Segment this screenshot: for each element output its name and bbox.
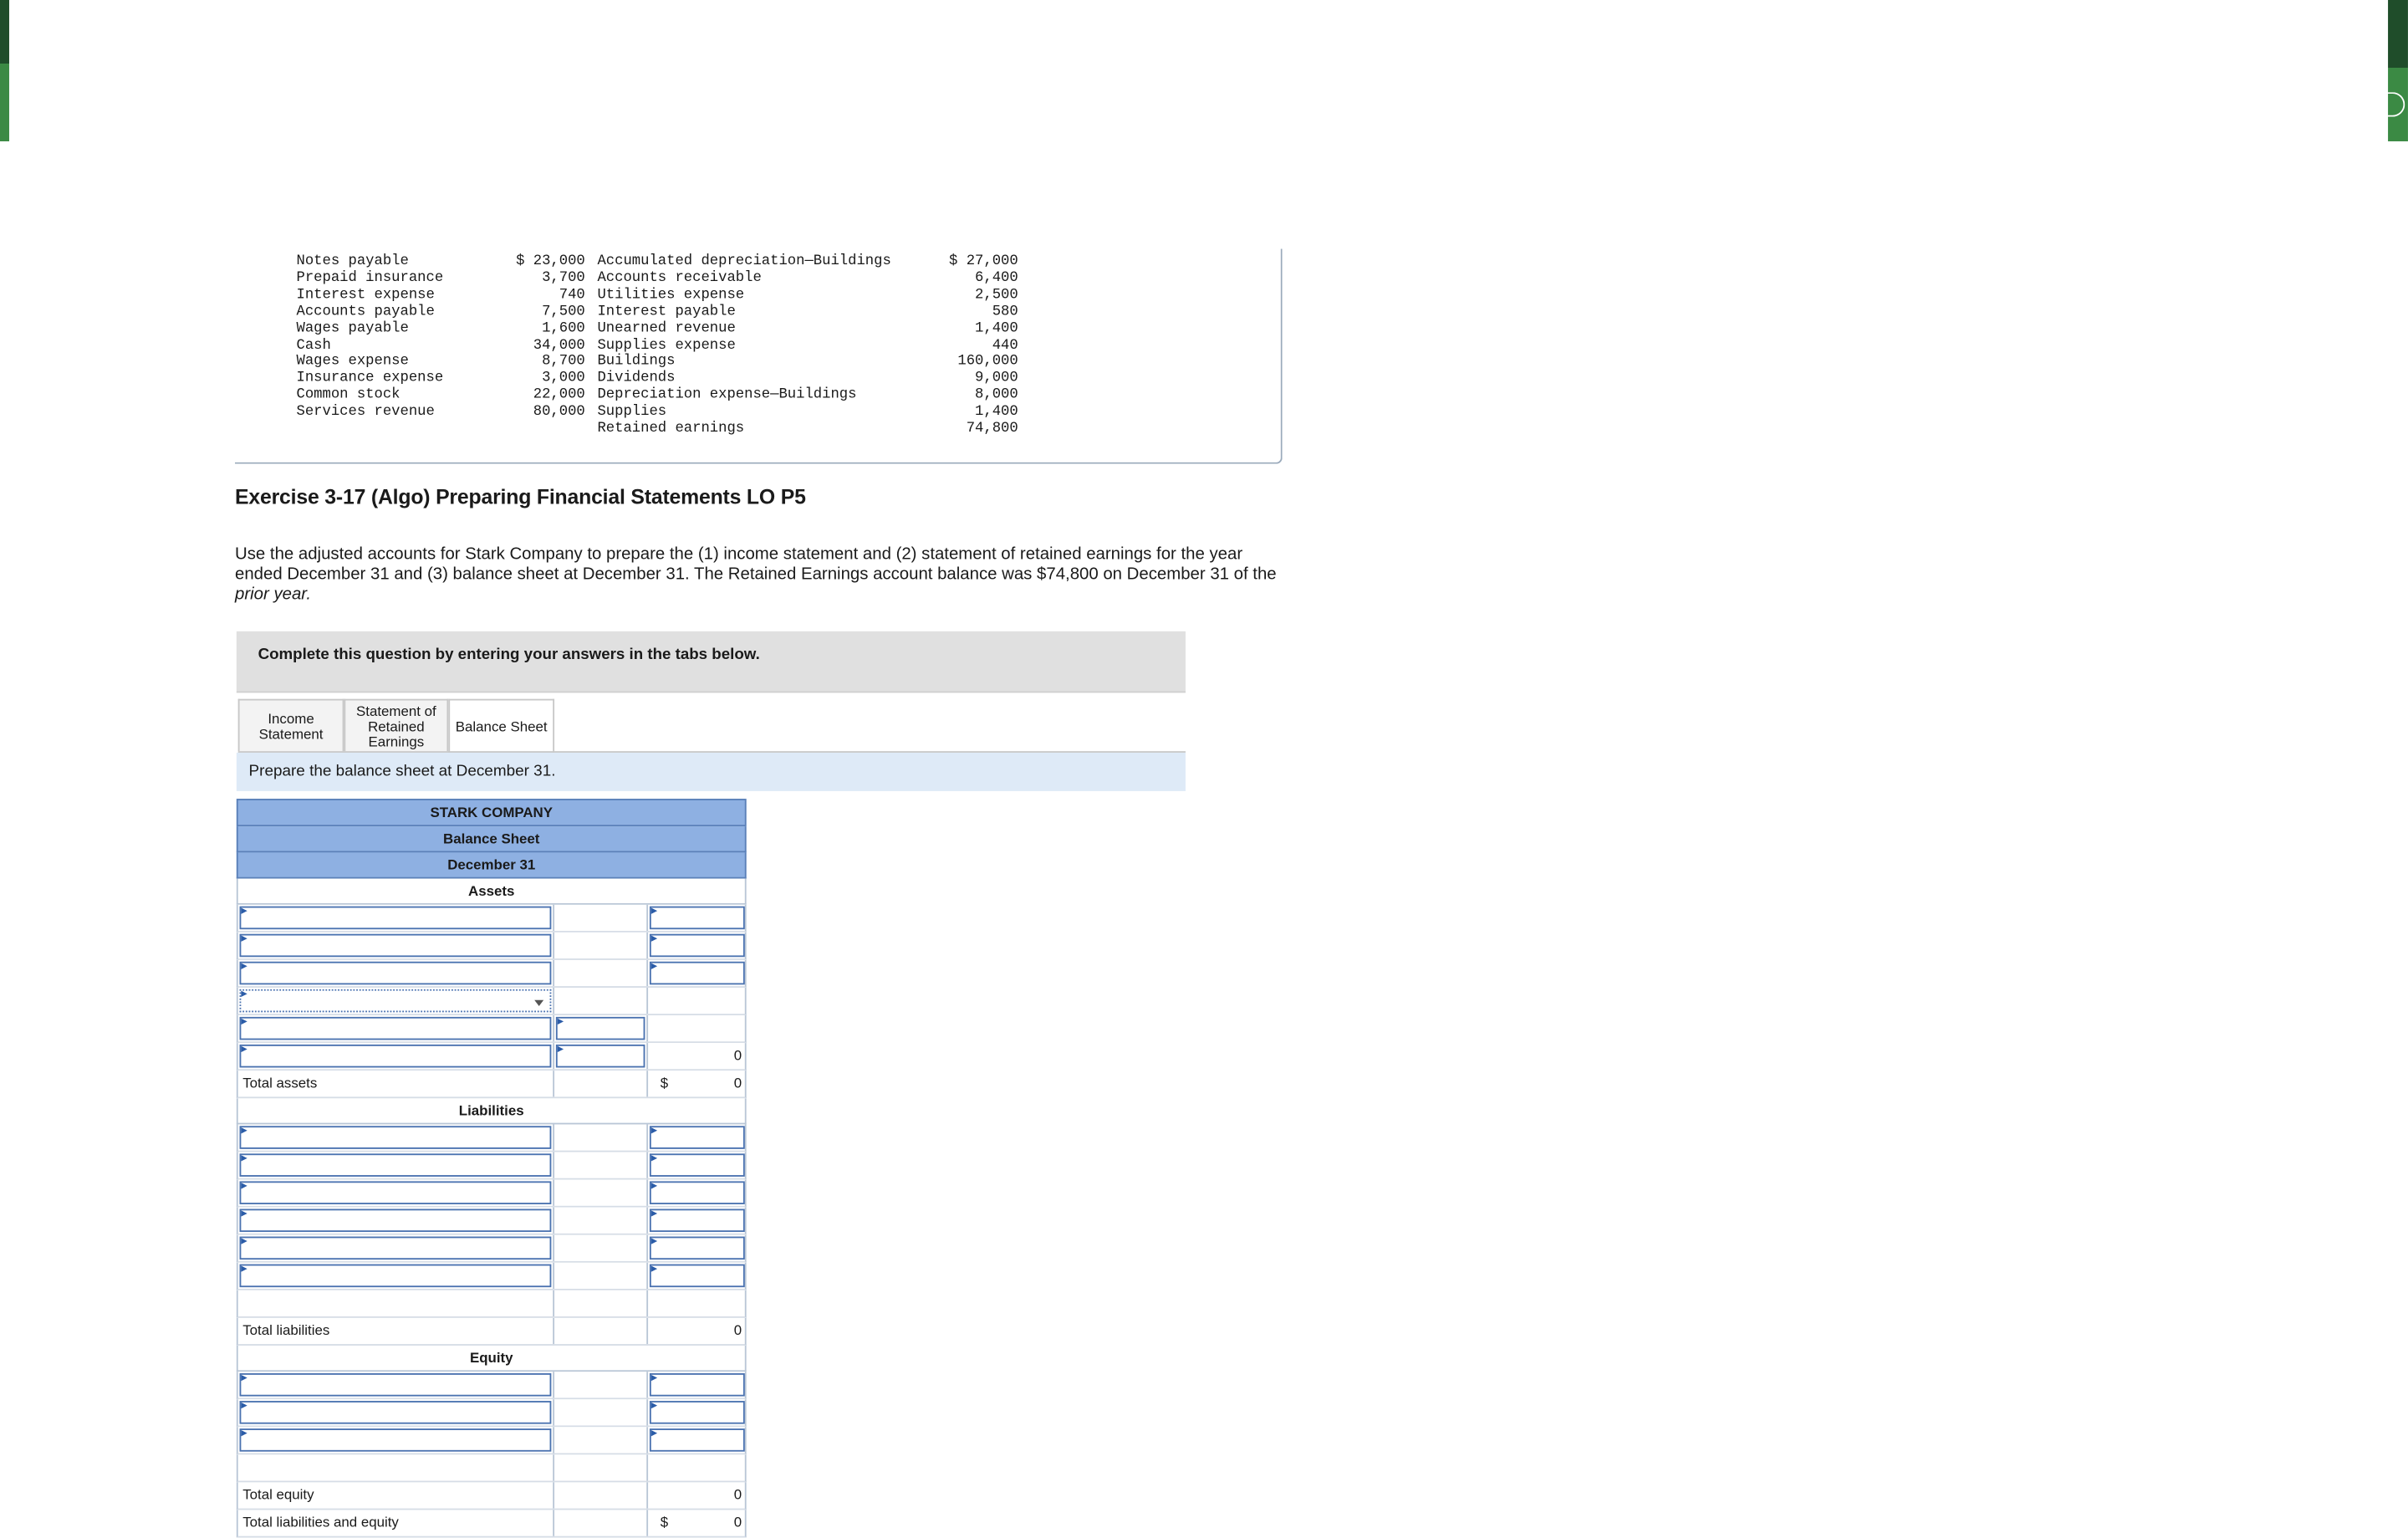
account-name: Accounts receivable (597, 268, 762, 286)
equity-amount-input[interactable] (650, 1401, 745, 1424)
currency-sign: $ (660, 1075, 669, 1091)
liability-account-input[interactable] (240, 1208, 552, 1232)
liability-row (237, 1124, 747, 1152)
asset-account-select[interactable] (240, 989, 552, 1013)
account-amount: $ 27,000 (949, 252, 1018, 269)
asset-amount-input[interactable] (650, 907, 745, 930)
account-amount: 160,000 (957, 352, 1018, 370)
tab-prompt (237, 753, 1186, 791)
top-bar (0, 0, 2408, 154)
statement-name: Balance Sheet (237, 826, 747, 852)
account-name: Buildings (597, 352, 676, 370)
account-amount: 440 (992, 335, 1018, 353)
assets-heading: Assets (237, 879, 747, 905)
equity-row (237, 1427, 747, 1454)
statement-date: December 31 (237, 852, 747, 878)
liability-amount-input[interactable] (650, 1126, 745, 1149)
account-amount: 1,400 (975, 319, 1018, 336)
liability-account-input[interactable] (240, 1181, 552, 1204)
account-name: Retained earnings (597, 419, 745, 437)
account-amount: 2,500 (975, 285, 1018, 303)
total-equity-row (237, 1482, 747, 1510)
balance-sheet-form (237, 799, 747, 1537)
exercise-instructions (235, 545, 1279, 606)
account-name: Notes payable (296, 252, 409, 269)
liability-amount-input[interactable] (650, 1265, 745, 1288)
account-name: Prepaid insurance (296, 268, 444, 286)
spacer-row (237, 1290, 747, 1318)
liability-account-input[interactable] (240, 1237, 552, 1260)
asset-contra-amount-input[interactable] (556, 1017, 645, 1040)
liability-account-input[interactable] (240, 1153, 552, 1177)
account-row (296, 287, 1018, 304)
account-name: Dividends (597, 369, 676, 386)
asset-account-input[interactable] (240, 1045, 552, 1068)
asset-row (237, 933, 747, 960)
account-name: Cash (296, 335, 331, 353)
adjusted-accounts-panel (235, 249, 1283, 464)
account-amount: 1,400 (975, 402, 1018, 420)
total-liabilities-value: 0 (733, 1322, 742, 1338)
account-row (296, 304, 1018, 320)
account-name: Utilities expense (597, 285, 745, 303)
left-edge-strip (0, 0, 9, 141)
account-amount: 9,000 (975, 369, 1018, 386)
account-row (296, 421, 1018, 437)
asset-row (237, 988, 747, 1015)
account-name: Interest expense (296, 285, 435, 303)
total-assets-row (237, 1070, 747, 1098)
tab-label: Statement of Retained Earnings (356, 703, 436, 749)
asset-amount-input[interactable] (650, 962, 745, 985)
asset-account-input[interactable] (240, 934, 552, 958)
asset-net-value: 0 (733, 1047, 742, 1063)
total-liabilities-equity-label: Total liabilities and equity (242, 1514, 399, 1530)
account-name: Services revenue (296, 402, 435, 420)
account-name (296, 421, 450, 437)
chevron-down-icon (534, 1000, 543, 1006)
account-amount: 74,800 (966, 419, 1018, 437)
equity-row (237, 1399, 747, 1427)
account-amount: 80,000 (533, 402, 585, 420)
account-name: Unearned revenue (597, 319, 736, 336)
liability-row (237, 1235, 747, 1263)
liability-amount-input[interactable] (650, 1153, 745, 1177)
account-name: Depreciation expense—Buildings (597, 386, 857, 403)
account-row (296, 337, 1018, 354)
equity-heading: Equity (237, 1346, 747, 1372)
asset-row (237, 1015, 747, 1043)
account-amount: 3,000 (542, 369, 585, 386)
company-name: STARK COMPANY (237, 799, 747, 826)
tab-balance-sheet[interactable] (448, 699, 554, 753)
total-equity-value: 0 (733, 1486, 742, 1503)
asset-account-input[interactable] (240, 1017, 552, 1040)
equity-account-input[interactable] (240, 1401, 552, 1424)
equity-account-input[interactable] (240, 1373, 552, 1397)
total-liabilities-label: Total liabilities (242, 1322, 330, 1338)
account-row (296, 320, 1018, 337)
liabilities-heading: Liabilities (237, 1098, 747, 1124)
total-liabilities-equity-row (237, 1510, 747, 1537)
total-equity-label: Total equity (242, 1486, 314, 1503)
tab-label: Income Statement (258, 710, 324, 742)
asset-account-input[interactable] (240, 962, 552, 985)
account-amount: 6,400 (975, 268, 1018, 286)
equity-row (237, 1372, 747, 1399)
account-row (296, 253, 1018, 270)
equity-amount-input[interactable] (650, 1428, 745, 1452)
total-liabilities-equity-value: 0 (733, 1514, 742, 1530)
instructions-italic: prior year. (235, 585, 311, 605)
spacer-row (237, 1454, 747, 1482)
expand-icon[interactable] (2384, 92, 2405, 116)
liability-amount-input[interactable] (650, 1208, 745, 1232)
account-row (296, 387, 1018, 404)
account-name: Supplies (597, 402, 667, 420)
right-edge-strip (2388, 0, 2408, 141)
liability-account-input[interactable] (240, 1265, 552, 1288)
account-row (296, 370, 1018, 387)
tab-label: Balance Sheet (455, 718, 548, 734)
equity-amount-input[interactable] (650, 1373, 745, 1397)
account-amount (450, 421, 597, 437)
total-assets-label: Total assets (242, 1075, 318, 1091)
asset-contra-amount-input[interactable] (556, 1045, 645, 1068)
account-amount: 580 (992, 302, 1018, 319)
tab-income-statement[interactable] (238, 699, 344, 751)
asset-account-input[interactable] (240, 907, 552, 930)
account-amount: 740 (559, 285, 585, 303)
account-amount: 3,700 (542, 268, 585, 286)
adjusted-accounts-table (296, 253, 1018, 437)
account-amount: 22,000 (533, 386, 585, 403)
complete-question-banner (237, 631, 1186, 692)
account-amount: $ 23,000 (516, 252, 585, 269)
liability-row (237, 1152, 747, 1180)
account-row (296, 270, 1018, 287)
account-name: Accounts payable (296, 302, 435, 319)
asset-row (237, 1043, 747, 1070)
account-row (296, 404, 1018, 421)
answer-tabs (238, 699, 554, 753)
instructions-text: Use the adjusted accounts for Stark Company to prepare the (1) income statement and (2) statement of retained earnings for the year ended December 31 and (3) balance sheet at December 31. The Retained Earnings account balance was $74,800 on December 31 of the (235, 545, 1277, 585)
account-name: Insurance expense (296, 369, 444, 386)
account-amount: 1,600 (542, 319, 585, 336)
account-amount: 34,000 (533, 335, 585, 353)
equity-account-input[interactable] (240, 1428, 552, 1452)
liability-row (237, 1263, 747, 1290)
account-name: Wages expense (296, 352, 409, 370)
total-assets-value: 0 (733, 1075, 742, 1091)
account-amount: 8,700 (542, 352, 585, 370)
liability-amount-input[interactable] (650, 1237, 745, 1260)
tab-retained-earnings[interactable] (344, 699, 448, 751)
prompt-text: Prepare the balance sheet at December 31. (248, 763, 556, 781)
account-amount: 8,000 (975, 386, 1018, 403)
liability-amount-input[interactable] (650, 1181, 745, 1204)
asset-row (237, 960, 747, 988)
account-name: Common stock (296, 386, 400, 403)
liability-row (237, 1180, 747, 1208)
account-row (296, 354, 1018, 370)
liability-row (237, 1208, 747, 1235)
account-amount: 7,500 (542, 302, 585, 319)
asset-row (237, 905, 747, 933)
liability-account-input[interactable] (240, 1126, 552, 1149)
account-name: Interest payable (597, 302, 736, 319)
exercise-title: Exercise 3-17 (Algo) Preparing Financial Statements LO P5 (235, 485, 806, 508)
asset-amount-input[interactable] (650, 934, 745, 958)
complete-question-text: Complete this question by entering your answers in the tabs below. (258, 646, 760, 664)
currency-sign: $ (660, 1514, 669, 1530)
account-name: Accumulated depreciation—Buildings (597, 252, 891, 269)
account-name: Supplies expense (597, 335, 736, 353)
account-name: Wages payable (296, 319, 409, 336)
total-liabilities-row (237, 1318, 747, 1346)
